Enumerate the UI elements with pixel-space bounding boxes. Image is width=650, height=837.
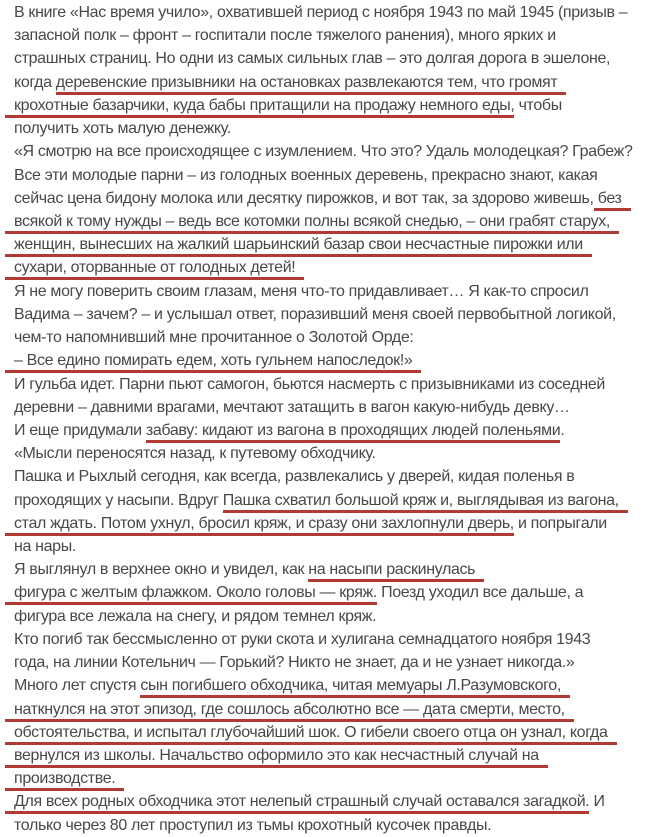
red-underlined-text: фигура с желтым флажком. Около головы — кряж. bbox=[5, 584, 377, 605]
text-segment: Много лет спустя bbox=[14, 677, 141, 695]
text-segment: чтобы bbox=[514, 96, 562, 114]
text-segment: Пашка и Рыхлый сегодня, как всегда, развлекались у дверей, кидая поленья в bbox=[14, 468, 575, 486]
text-line-36 bbox=[14, 814, 640, 837]
text-line-15 bbox=[14, 326, 640, 349]
red-underlined-text: наткнулся на этот эпизод, где сошлось абсолютно все — дата смерти, место, bbox=[5, 701, 574, 722]
text-line-4 bbox=[14, 71, 640, 94]
red-underlined-text: деревенские призывники на остановках развлекаются тем, что громят bbox=[56, 74, 567, 95]
text-segment: на нары. bbox=[14, 538, 76, 556]
red-underlined-text: сын погибшего обходчика, читая мемуары Л.Разумовского, bbox=[140, 677, 570, 698]
text-line-6 bbox=[14, 117, 640, 140]
text-segment: И bbox=[589, 793, 605, 811]
text-segment: только через 80 лет проступил из тьмы крохотный кусочек правды. bbox=[14, 816, 492, 834]
text-line-30 bbox=[14, 674, 640, 697]
text-segment: Я выглянул в верхнее окно и увидел, как bbox=[14, 561, 309, 579]
text-line-10 bbox=[14, 210, 640, 233]
text-line-3 bbox=[14, 47, 640, 70]
text-line-2 bbox=[14, 24, 640, 47]
red-underlined-text: женщин, вынесших на жалкий шарьинский базар свои несчастные пирожки или bbox=[5, 236, 592, 257]
text-line-21 bbox=[14, 465, 640, 488]
text-line-18 bbox=[14, 396, 640, 419]
text-line-8 bbox=[14, 164, 640, 187]
text-line-34 bbox=[14, 767, 640, 790]
text-segment: «Я смотрю на все происходящее с изумлением. Что это? Удаль молодецкая? Грабеж? bbox=[14, 143, 633, 161]
text-line-14 bbox=[14, 303, 640, 326]
text-segment: сейчас цена бидону молока или десятку пирожков, и вот так, за здорово живешь, bbox=[14, 189, 594, 207]
text-line-22 bbox=[14, 489, 640, 512]
red-underlined-text: вернулся из школы. Начальство оформило это как несчастный случай на bbox=[5, 747, 548, 768]
text-segment: проходящих у насыпи. Вдруг bbox=[14, 491, 223, 509]
text-segment: страшных страниц. Но одни из самых сильных глав – это долгая дорога в эшелоне, bbox=[14, 50, 611, 68]
text-line-11 bbox=[14, 233, 640, 256]
text-segment: чем-то напомнивший мне прочитанное о Золотой Орде: bbox=[14, 329, 414, 347]
text-line-33 bbox=[14, 744, 640, 767]
text-line-19 bbox=[14, 419, 640, 442]
red-underlined-text: на насыпи раскинулась bbox=[308, 561, 484, 582]
red-underlined-text: всякой к тому нужды – ведь все котомки полны всякой снедью, – они грабят старух, bbox=[5, 213, 619, 234]
text-segment: и попрыгали bbox=[513, 514, 607, 532]
text-segment: получить хоть малую денежку. bbox=[14, 120, 231, 138]
text-segment: «Мысли переносятся назад, к путевому обходчику. bbox=[14, 445, 376, 463]
text-segment: запасной полк – фронт – госпитали после тяжелого ранения), много ярких и bbox=[14, 27, 556, 45]
red-underlined-text: без bbox=[594, 190, 631, 211]
text-line-32 bbox=[14, 721, 640, 744]
text-line-1 bbox=[14, 1, 640, 24]
text-line-28 bbox=[14, 628, 640, 651]
text-segment: деревни – давними врагами, мечтают затащить в вагон какую-нибудь девку… bbox=[14, 398, 570, 416]
text-line-24 bbox=[14, 535, 640, 558]
red-underlined-text: крохотные базарчики, куда бабы притащили на продажу немного еды, bbox=[5, 97, 514, 118]
text-segment: Кто погиб так бессмысленно от руки скота и хулигана семнадцатого ноября 1943 bbox=[14, 630, 591, 648]
text-line-13 bbox=[14, 280, 640, 303]
text-line-27 bbox=[14, 605, 640, 628]
text-line-20 bbox=[14, 442, 640, 465]
red-underlined-text: Для всех родных обходчика этот нелепый страшный случай оставался загадкой. bbox=[5, 793, 589, 814]
text-segment: И гульба идет. Парни пьют самогон, бьются насмерть с призывниками из соседней bbox=[14, 375, 605, 393]
red-underlined-text: – Все едино помирать едем, хоть гульнем напоследок!» bbox=[5, 352, 421, 373]
text-line-25 bbox=[14, 558, 640, 581]
text-line-7 bbox=[14, 140, 640, 163]
text-segment: года, на линии Котельнич — Горький? Никто не знает, да и не узнает никогда.» bbox=[14, 654, 575, 672]
red-underlined-text: сухари, оторванные от голодных детей! bbox=[5, 259, 304, 280]
text-segment: Вадима – зачем? – и услышал ответ, поразивший меня своей первобытной логикой, bbox=[14, 305, 616, 323]
red-underlined-text: забаву: кидают из вагона в проходящих людей поленьями bbox=[146, 422, 560, 443]
red-underlined-text: обстоятельства, и испытал глубочайший шок. О гибели своего отца он узнал, когда bbox=[5, 724, 617, 745]
red-underlined-text: стал ждать. Потом ухнул, бросил кряж, и сразу они захлопнули дверь, bbox=[5, 515, 514, 536]
text-line-16 bbox=[14, 349, 640, 372]
text-line-9 bbox=[14, 187, 640, 210]
text-line-26 bbox=[14, 581, 640, 604]
text-segment: Все эти молодые парни – из голодных военных деревень, прекрасно знают, какая bbox=[14, 166, 598, 184]
text-line-35 bbox=[14, 790, 640, 813]
red-underlined-text: производстве. bbox=[5, 770, 124, 791]
red-underlined-text: Пашка схватил большой кряж и, выглядывая из вагона, bbox=[223, 492, 628, 513]
text-line-5 bbox=[14, 94, 640, 117]
text-line-29 bbox=[14, 651, 640, 674]
text-line-23 bbox=[14, 512, 640, 535]
text-line-17 bbox=[14, 373, 640, 396]
text-segment: Я не могу поверить своим глазам, меня что-то придавливает… Я как-то спросил bbox=[14, 282, 589, 300]
text-segment: И еще придумали bbox=[14, 421, 146, 439]
text-segment: В книге «Нас время учило», охватившей период с ноября 1943 по май 1945 (призыв – bbox=[14, 4, 628, 21]
text-line-12 bbox=[14, 256, 640, 279]
text-line-31 bbox=[14, 698, 640, 721]
text-segment: Поезд уходил все дальше, а bbox=[377, 584, 584, 602]
text-segment: . bbox=[560, 421, 565, 439]
text-segment: когда bbox=[14, 73, 56, 91]
text-segment: фигура все лежала на снегу, и рядом темнел кряж. bbox=[14, 607, 377, 625]
